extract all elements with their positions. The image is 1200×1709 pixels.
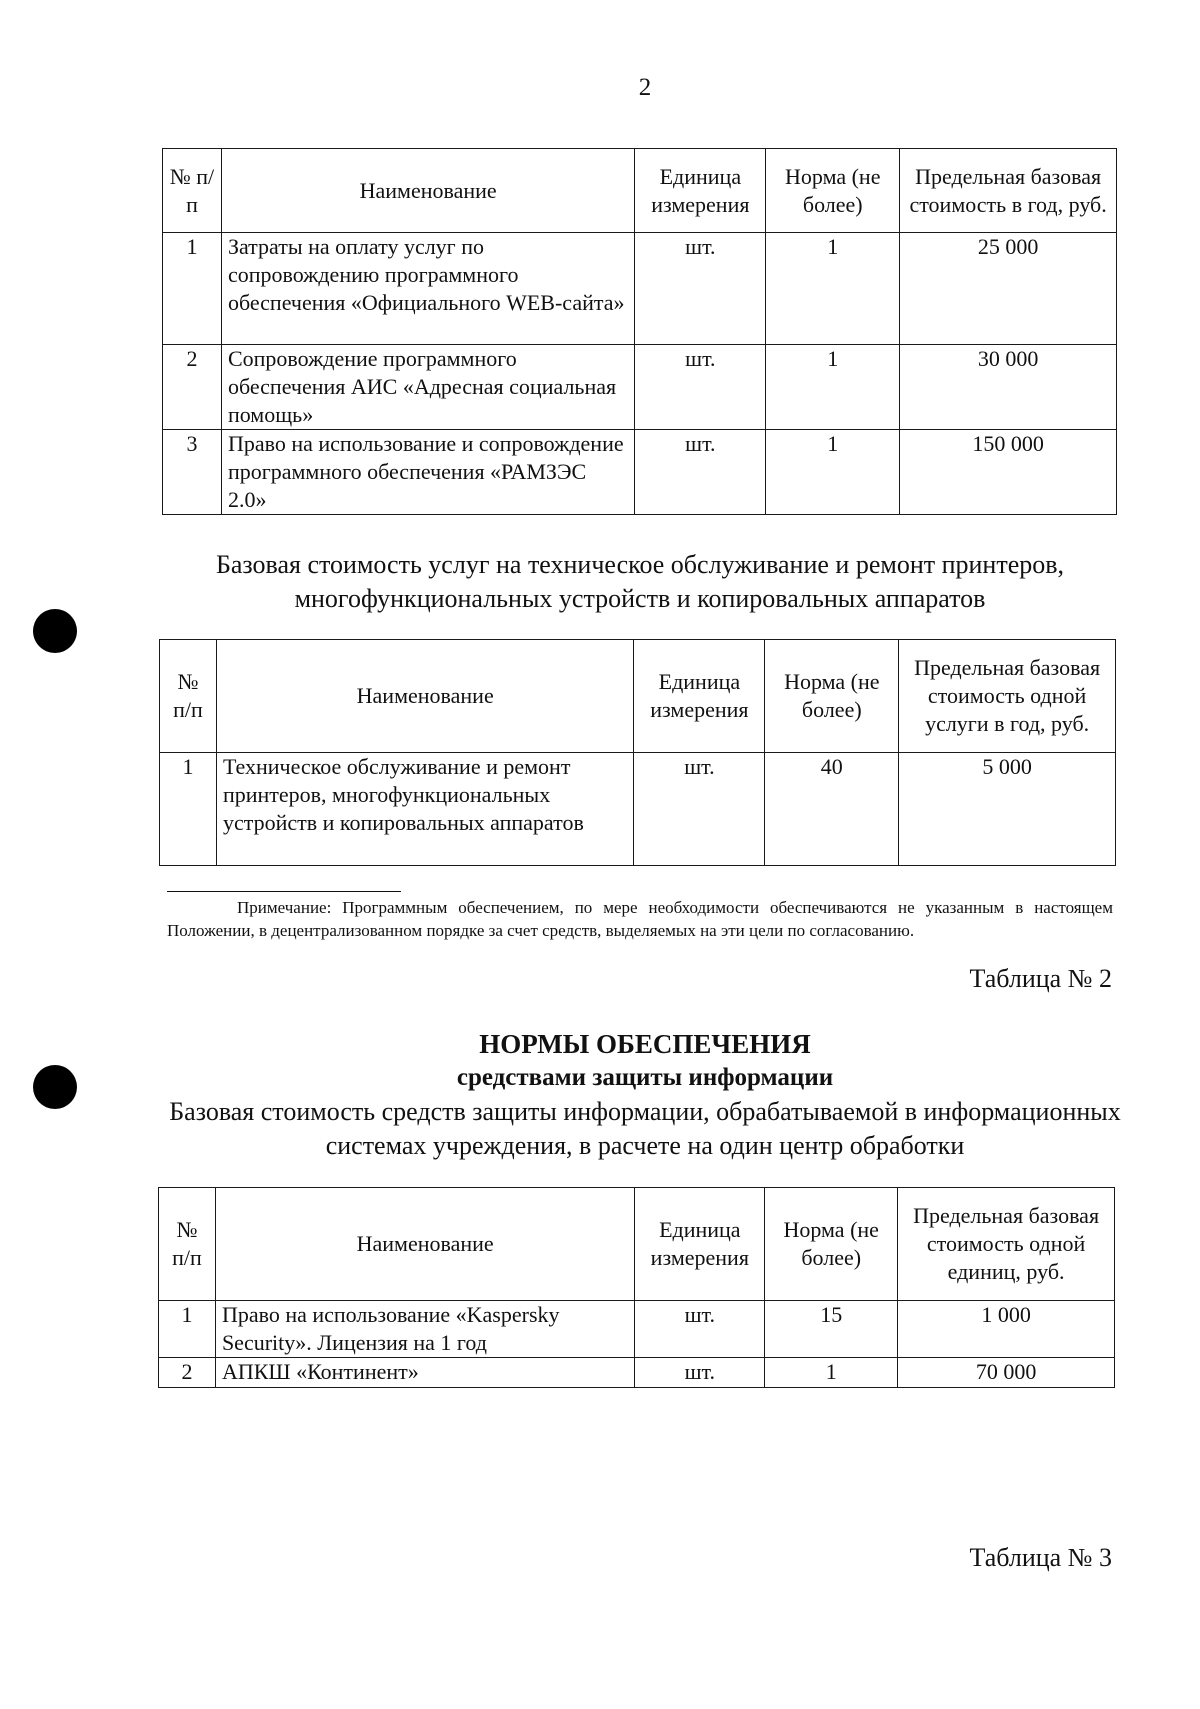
header-unit: Единица измерения — [635, 1188, 765, 1301]
header-cost: Предельная базовая стоимость одной единиц, руб. — [898, 1188, 1115, 1301]
table-caption: Таблица № 2 — [969, 964, 1112, 993]
footnote-separator — [167, 891, 401, 892]
printer-service-table — [159, 639, 1116, 866]
header-name: Наименование — [216, 640, 634, 753]
software-costs-table — [162, 148, 1117, 515]
footnote-note: Примечание: Программным обеспечением, по мере необходимости обеспечиваются не указанным в настоящем Положении, в децентрализованном порядке за счет средств, выделяемых на эти цели по согласованию. — [167, 898, 1113, 940]
row-name: Право на использование и сопровождение программного обеспечения «РАМЗЭС 2.0» — [221, 430, 634, 515]
table-row — [163, 233, 1117, 345]
row-unit: шт. — [635, 1301, 765, 1358]
row-name: Техническое обслуживание и ремонт принтеров, многофункциональных устройств и копировальных аппаратов — [216, 753, 634, 866]
norms-description: Базовая стоимость средств защиты информации, обрабатываемой в информационных системах учреждения, в расчете на один центр обработки — [169, 1097, 1121, 1160]
row-norm: 1 — [766, 345, 900, 430]
row-cost: 25 000 — [900, 233, 1117, 345]
norms-title: НОРМЫ ОБЕСПЕЧЕНИЯ — [479, 1029, 811, 1059]
norms-subtitle: средствами защиты информации — [456, 1064, 834, 1091]
infosec-costs-table — [158, 1187, 1115, 1388]
table-header-row — [163, 149, 1117, 233]
row-unit: шт. — [635, 430, 766, 515]
row-name: Право на использование «Kaspersky Security». Лицензия на 1 год — [215, 1301, 634, 1358]
table-row — [159, 1358, 1115, 1388]
row-num: 1 — [160, 753, 217, 866]
header-unit: Единица измерения — [635, 149, 766, 233]
row-unit: шт. — [634, 753, 765, 866]
table-header-row — [160, 640, 1116, 753]
row-unit: шт. — [635, 1358, 765, 1388]
table-row — [163, 430, 1117, 515]
punch-hole-mark — [33, 609, 77, 653]
row-cost: 70 000 — [898, 1358, 1115, 1388]
row-num: 1 — [159, 1301, 216, 1358]
table-row — [163, 345, 1117, 430]
row-norm: 1 — [766, 233, 900, 345]
row-cost: 5 000 — [899, 753, 1116, 866]
header-name: Наименование — [221, 149, 634, 233]
row-name: АПКШ «Континент» — [215, 1358, 634, 1388]
row-norm: 40 — [765, 753, 899, 866]
header-cost: Предельная базовая стоимость в год, руб. — [900, 149, 1117, 233]
header-norm: Норма (не более) — [765, 640, 899, 753]
table-header-row — [159, 1188, 1115, 1301]
row-num: 2 — [159, 1358, 216, 1388]
row-unit: шт. — [635, 345, 766, 430]
row-num: 2 — [163, 345, 222, 430]
row-norm: 1 — [766, 430, 900, 515]
header-norm: Норма (не более) — [766, 149, 900, 233]
table-caption: Таблица № 3 — [969, 1543, 1112, 1572]
header-name: Наименование — [215, 1188, 634, 1301]
row-cost: 30 000 — [900, 345, 1117, 430]
header-norm: Норма (не более) — [765, 1188, 898, 1301]
row-num: 3 — [163, 430, 222, 515]
row-name: Сопровождение программного обеспечения АИС «Адресная социальная помощь» — [221, 345, 634, 430]
row-cost: 1 000 — [898, 1301, 1115, 1358]
printers-section-heading: Базовая стоимость услуг на техническое обслуживание и ремонт принтеров, многофункциональных устройств и копировальных аппаратов — [215, 550, 1065, 613]
header-cost: Предельная базовая стоимость одной услуги в год, руб. — [899, 640, 1116, 753]
header-unit: Единица измерения — [634, 640, 765, 753]
row-norm: 15 — [765, 1301, 898, 1358]
table-row — [160, 753, 1116, 866]
header-num: № п/п — [160, 640, 217, 753]
header-num: № п/п — [159, 1188, 216, 1301]
row-name: Затраты на оплату услуг по сопровождению программного обеспечения «Официального WEB-сайта» — [221, 233, 634, 345]
row-num: 1 — [163, 233, 222, 345]
table-row — [159, 1301, 1115, 1358]
row-norm: 1 — [765, 1358, 898, 1388]
page-number: 2 — [638, 74, 652, 101]
row-unit: шт. — [635, 233, 766, 345]
header-num: № п/п — [163, 149, 222, 233]
row-cost: 150 000 — [900, 430, 1117, 515]
